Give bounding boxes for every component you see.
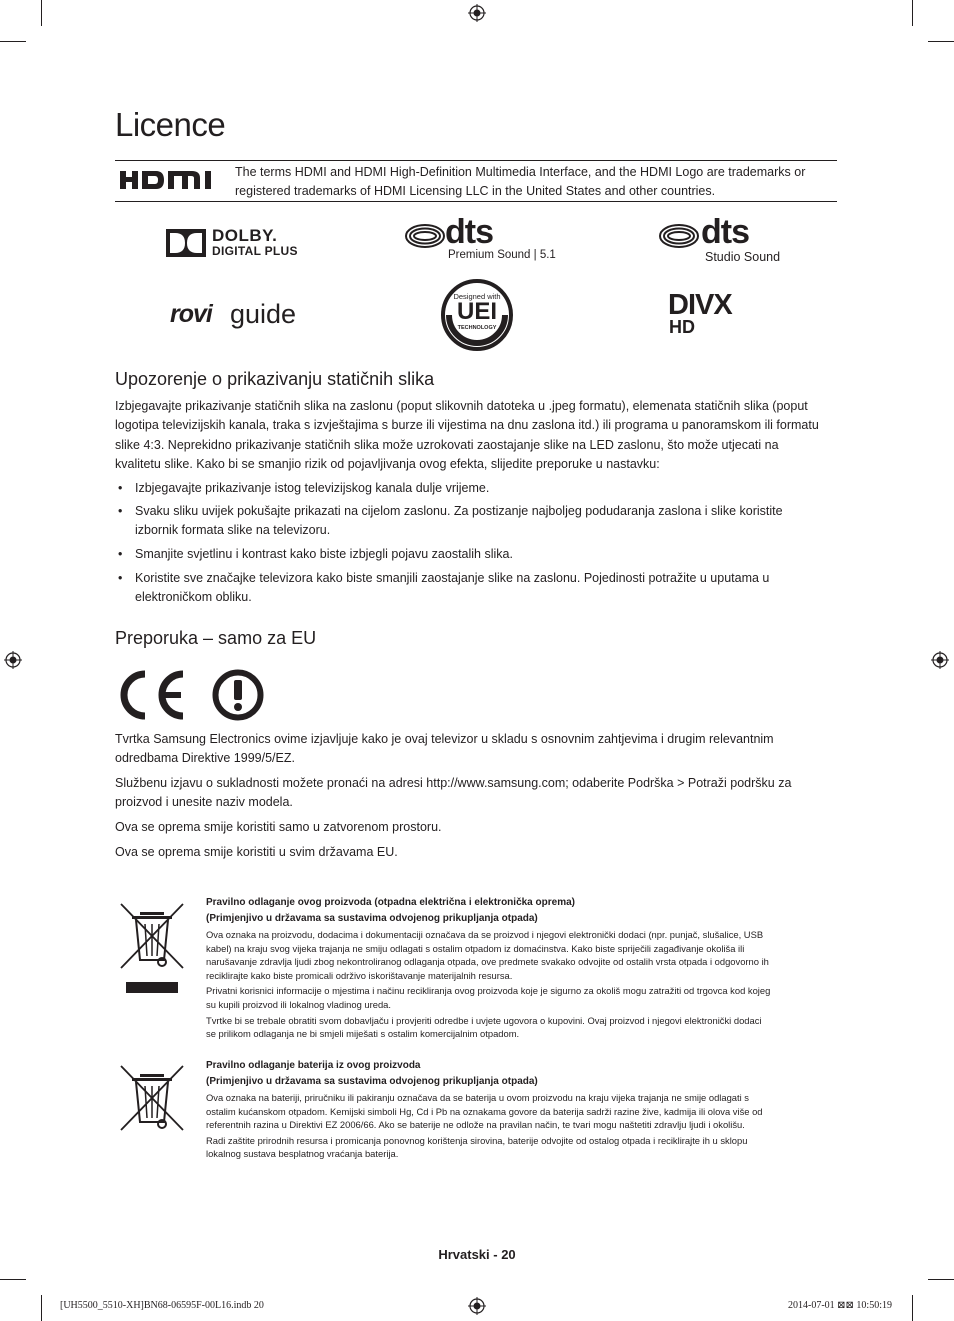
- alert-circle-icon: [212, 669, 264, 721]
- section1-intro: [115, 397, 835, 474]
- ce-mark-icon: [115, 670, 187, 720]
- dts-studio-sub: Studio Sound: [705, 250, 781, 264]
- text-line: narušavanje zdravlja ljudi zbog nekontroliranog odlaganja otpada, ove predmete svakako odvojite od ostalih vrsta otpada i odgovorno ih: [206, 956, 769, 968]
- weee-heading: Pravilno odlaganje ovog proizvoda (otpadna električna i elektronička oprema): [206, 897, 575, 908]
- divx-hd: HD: [669, 317, 695, 337]
- text-line: Privatni korisnici informacije o mjestima i načinu recikliranja ovog proizvoda koje je sigurno za okoliš mogu zatražiti od trgovca kod kojeg: [206, 985, 771, 997]
- divx-hd-logo: [668, 290, 768, 338]
- dolby-sub: DIGITAL PLUS: [212, 244, 298, 258]
- print-slug-date: 2014-07-01 ⊠⊠ 10:50:19: [788, 1300, 892, 1311]
- text-line: kvalitetu slike. Kako bi se smanjio rizik od pojavljivanja ovog efekta, slijedite preporuke u nastavku:: [115, 456, 660, 471]
- dolby-double-d-icon: [166, 229, 206, 257]
- bullet-icon: •: [118, 547, 123, 561]
- crop-mark: [0, 41, 26, 42]
- weee-text: [206, 928, 836, 1041]
- text-line: Tvrtka Samsung Electronics ovime izjavljuje kako je ovaj televizor u skladu s osnovnim zahtjevima i drugim relevantnim: [115, 732, 774, 746]
- crop-mark: [41, 1295, 42, 1321]
- uei-mid: UEI: [456, 298, 497, 325]
- dts-name: dts: [445, 213, 493, 251]
- text-line: odredbama Direktive 1999/5/EZ.: [115, 751, 295, 766]
- text-line: reciklirajte kako biste promicali održivo iskorištavanje materijalnih resursa.: [206, 969, 513, 981]
- text-line: lokalnog sustava besplatnog vraćanja baterija.: [206, 1148, 399, 1160]
- crop-mark: [41, 0, 42, 26]
- page-title: Licence: [115, 106, 226, 143]
- rovi-guide-logo: [170, 296, 310, 336]
- page-number: Hrvatski - 20: [438, 1247, 516, 1262]
- section-heading-static-images: Upozorenje o prikazivanju statičnih slika: [115, 369, 435, 389]
- hdmi-logo-icon: [119, 169, 219, 191]
- bullet-icon: •: [118, 571, 123, 585]
- registration-mark-icon: [468, 1297, 486, 1315]
- text-line: Svaku sliku uvijek pokušajte prikazati na cijelom zaslonu. Za postizanje najboljeg podudaranja zaslona i slike koristite: [135, 504, 783, 518]
- print-slug-file: [UH5500_5510-XH]BN68-06595F-00L16.indb 20: [60, 1300, 264, 1311]
- battery-text: [206, 1091, 836, 1161]
- weee-subheading: (Primjenjivo u državama sa sustavima odvojenog prikupljanja otpada): [206, 913, 538, 924]
- registration-mark-icon: [4, 651, 22, 669]
- text-line: Izbjegavajte prikazivanje istog televizijskog kanala dulje vrijeme.: [135, 481, 490, 495]
- uei-bottom: TECHNOLOGY: [457, 325, 497, 331]
- text-line: logotipa televizijskih kanala, traka s izvještajima s burze ili vijestima na dnu zaslona itd.) ili programa u panoramskom ili formatu: [115, 418, 819, 433]
- uei-logo: [441, 279, 513, 351]
- text-line: Smanjite svjetlinu i kontrast kako biste izbjegli pojavu zaostalih slika.: [135, 547, 513, 561]
- uei-top: Designed with: [453, 292, 501, 301]
- text-line: Radi zaštite prirodnih resursa i promicanja ponovnog korištenja sirovina, baterije odvojite od ostalog otpada i reciklirajte ih u sklopu: [206, 1134, 748, 1146]
- section2-paragraph: [115, 730, 835, 769]
- crop-mark: [912, 1295, 913, 1321]
- battery-subheading: (Primjenjivo u državama sa sustavima odvojenog prikupljanja otpada): [206, 1076, 538, 1087]
- crop-mark: [928, 41, 954, 42]
- text-line: su kupili proizvod ili lokalnog vladinog ureda.: [206, 998, 392, 1010]
- text-line: slike 4:3. Neprekidno prikazivanje statičnih slika može uzrokovati zaostajanje slike na LED zaslonu, što može utjecati na: [115, 437, 779, 452]
- text-line: referentnih razina u Direktivi EZ 2006/66. Ako se baterije ne odlože na pravilan način, te tvari mogu naštetiti zdravlju ljudi i okolišu.: [206, 1119, 745, 1131]
- battery-crossed-bin-icon: [118, 1064, 186, 1134]
- text-line: ostalim kućanskom otpadom. Kemijski simboli Hg, Cd i Pb na oznakama govore da baterija sadrži razine žive, kadmija ili olova više od: [206, 1105, 763, 1117]
- rovi-guide-text: guide: [230, 299, 297, 329]
- text-line: Ova oznaka na bateriji, priručniku ili pakiranju označava da se baterija u ovom proizvodu na kraju vijeka trajanja ne smije odlagati s: [206, 1092, 749, 1103]
- list-item: [115, 502, 835, 541]
- dts-swoosh-icon: [659, 224, 699, 248]
- section-heading-eu: Preporuka – samo za EU: [115, 628, 317, 648]
- rovi-name: rovi: [170, 300, 212, 328]
- crop-mark: [0, 1279, 26, 1280]
- dts-premium-logo: [405, 213, 556, 265]
- section2-paragraph: [115, 774, 835, 813]
- weee-crossed-bin-icon: [118, 902, 186, 994]
- dolby-name: DOLBY.: [212, 226, 278, 245]
- text-line: Službenu izjavu o sukladnosti možete pronaći na adresi http://www.samsung.com; odaberite Podrška > Potraži podršku za: [115, 776, 792, 790]
- divx-name: DIVX: [668, 289, 732, 321]
- section2-paragraph: Ova se oprema smije koristiti samo u zatvorenom prostoru.: [115, 820, 442, 834]
- dts-studio-logo: [659, 213, 789, 267]
- text-line: Ova oznaka na proizvodu, dodacima i dokumentaciji označava da se proizvod i njegovi elektronički dodaci (npr. punjač, slušalice, USB: [206, 929, 764, 940]
- dts-premium-sub: Premium Sound | 5.1: [448, 249, 556, 261]
- text-line: Tvrtke bi se trebale obratiti svom dobavljaču i provjeriti odredbe i uvjete ugovora o kupovini. Ovaj proizvod i njegovi elektronički dodaci: [206, 1014, 762, 1026]
- section2-paragraph: Ova se oprema smije koristiti u svim državama EU.: [115, 845, 398, 859]
- bullet-icon: •: [118, 504, 123, 518]
- dolby-logo: [166, 227, 306, 259]
- battery-heading: Pravilno odlaganje baterija iz ovog proizvoda: [206, 1060, 421, 1071]
- text-line: se prilikom odlaganja ne bi smjeli miješati s ostalim komercijalnim otpadom.: [206, 1028, 520, 1040]
- text-line: proizvod i unesite naziv modela.: [115, 795, 293, 810]
- dts-name: dts: [701, 213, 749, 251]
- text-line: Izbjegavajte prikazivanje statičnih slika na zaslonu (poput slikovnih datoteka u .jpeg formatu), elemenata statičnih slika (poput: [115, 399, 808, 413]
- bullet-icon: •: [118, 481, 123, 495]
- crop-mark: [928, 1279, 954, 1280]
- text-line: elektroničkom obliku.: [135, 590, 252, 605]
- text-line: Koristite sve značajke televizora kako biste smanjili zaostajanje slike na zaslonu. Pojedinosti potražite u uputama u: [135, 571, 770, 585]
- crop-mark: [912, 0, 913, 26]
- registration-mark-icon: [468, 4, 486, 22]
- text-line: kabel) na kraju svog vijeka trajanja ne smiju odlagati s ostalim otpadom iz domaćinstva. Kako biste spriječili zagađivanje okoliša ili: [206, 942, 745, 954]
- dts-swoosh-icon: [405, 224, 445, 248]
- text-line: izbornik formata slike na televizoru.: [135, 523, 331, 538]
- list-item: [115, 569, 835, 608]
- registration-mark-icon: [931, 651, 949, 669]
- list-item: [115, 545, 835, 564]
- hdmi-trademark-text: The terms HDMI and HDMI High-Definition Multimedia Interface, and the HDMI Logo are trademarks or registered trademarks of HDMI Licensing LLC in the United States and other countries.: [235, 165, 806, 198]
- list-item: [115, 479, 835, 498]
